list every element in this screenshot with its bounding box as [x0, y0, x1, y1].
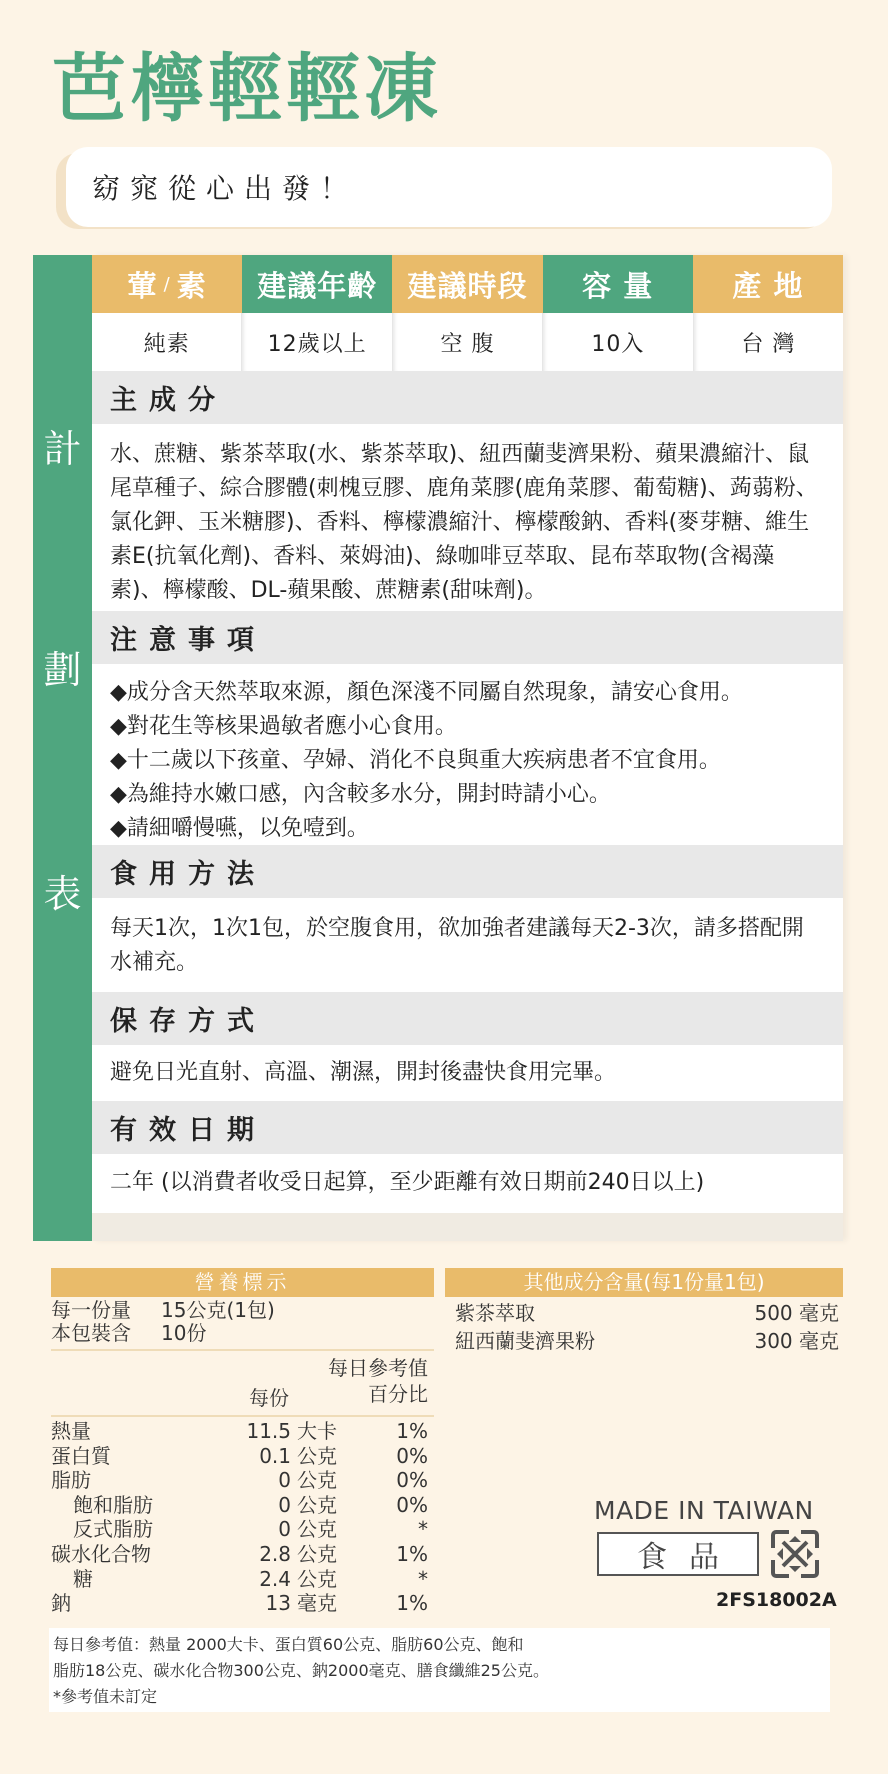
nutrient-amount: 0: [278, 1468, 291, 1493]
ingredients-body: 水、蔗糖、紫茶萃取(水、紫茶萃取)、紐西蘭斐濟果粉、蘋果濃縮汁、鼠尾草種子、綜合膠體(刺槐豆膠、鹿角菜膠(鹿角菜膠、葡萄糖)、蒟蒻粉、氯化鉀、玉米糖膠)、香料、檸檬濃縮汁、檸檬酸鈉、香料(麥芽糖、維生素E(抗氧化劑)、香料、萊姆油)、綠咖啡豆萃取、昆布萃取物(含褐藻素)、檸檬酸、DL-蘋果酸、蔗糖素(甜味劑)。: [92, 424, 843, 611]
header-diet-type: [92, 255, 242, 313]
dv-header-line2: 百分比: [368, 1382, 428, 1406]
slogan-box: 窈窕從心出發！: [66, 147, 832, 227]
other-ingredient-name: 紐西蘭斐濟果粉: [455, 1329, 595, 1353]
value-time: 空 腹: [392, 313, 542, 371]
precautions-body: [92, 664, 843, 845]
nutrient-unit: 大卡: [297, 1419, 337, 1443]
nutrition-row: [51, 1444, 434, 1469]
nutrient-amount: 11.5: [246, 1419, 291, 1443]
precaution-item: ◆ 對花生等核果過敏者應小心食用。: [110, 710, 825, 744]
header-time: 建議時段: [392, 255, 542, 313]
nutrient-name: 飽和脂肪: [73, 1492, 153, 1517]
nutrition-title: 營養標示: [51, 1268, 434, 1297]
nutrient-daily-pct: 0%: [396, 1443, 428, 1468]
header-diet-a: 葷: [127, 268, 158, 303]
nutrition-row: [51, 1542, 434, 1567]
other-ingredient-value: 300 毫克: [754, 1329, 839, 1353]
servings-row: [51, 1322, 434, 1345]
value-capacity: 10入: [542, 313, 692, 371]
dv-header-line1: 每日參考值: [328, 1356, 428, 1380]
per-serving-header: 每份: [249, 1386, 289, 1410]
usage-body: 每天1次，1次1包，於空腹食用，欲加強者建議每天2-3次，請多搭配開水補充。: [92, 898, 843, 992]
daily-value-footnote: [49, 1628, 830, 1712]
other-ingredient-name: 紫茶萃取: [455, 1301, 535, 1325]
nutrition-row: [51, 1517, 434, 1542]
nutrient-name: 熱量: [51, 1419, 91, 1443]
footnote-line: 每日參考值：熱量 2000大卡、蛋白質60公克、脂肪60公克、飽和: [53, 1635, 524, 1654]
shelf-life-heading: 有效日期: [92, 1101, 843, 1154]
nutrient-amount: 0: [278, 1492, 291, 1517]
header-capacity: 容 量: [543, 255, 693, 313]
value-origin: 台 灣: [693, 313, 843, 371]
footnote-line: *參考值未訂定: [53, 1687, 158, 1706]
nutrition-row: [51, 1419, 434, 1444]
nutrient-daily-pct: 1%: [396, 1591, 428, 1616]
side-bar: [33, 255, 92, 1241]
nutrient-name: 蛋白質: [51, 1443, 111, 1468]
nutrient-amount: 13: [265, 1591, 291, 1616]
serving-size-row: [51, 1299, 434, 1322]
nutrient-daily-pct: 0%: [396, 1492, 428, 1517]
nutrition-row: [51, 1493, 434, 1518]
spec-main: [92, 255, 843, 1241]
header-origin: 產 地: [693, 255, 843, 313]
nutrient-daily-pct: 1%: [396, 1419, 428, 1443]
precautions-list: [110, 676, 825, 846]
nutrition-row: [51, 1468, 434, 1493]
nutrient-daily-pct: 0%: [396, 1468, 428, 1493]
nutrient-daily-pct: 1%: [396, 1541, 428, 1566]
ingredients-heading: 主成分: [92, 371, 843, 424]
made-in-taiwan: MADE IN TAIWAN: [594, 1496, 814, 1525]
precaution-item: ◆ 成分含天然萃取來源，顏色深淺不同屬自然現象，請安心食用。: [110, 676, 825, 710]
nutrient-name: 糖: [73, 1566, 93, 1591]
nutrition-rows: [51, 1419, 434, 1616]
precautions-heading: 注意事項: [92, 611, 843, 664]
side-label-2: 劃: [43, 648, 82, 692]
nutrient-unit: 毫克: [297, 1591, 337, 1616]
serving-size-label: 每一份量: [51, 1298, 131, 1322]
servings-value: 10份: [161, 1321, 207, 1345]
precaution-item: ◆ 十二歲以下孩童、孕婦、消化不良與重大疾病患者不宜食用。: [110, 744, 825, 778]
nutrient-amount: 0: [278, 1517, 291, 1542]
nutrition-facts: [51, 1268, 434, 1616]
other-ingredient-row: [445, 1327, 843, 1355]
other-ingredient-row: [445, 1299, 843, 1327]
header-age: 建議年齡: [242, 255, 392, 313]
food-label-box: 食品: [597, 1532, 759, 1576]
divider: [51, 1349, 434, 1351]
nutrient-amount: 2.8: [259, 1541, 291, 1566]
nutrient-name: 碳水化合物: [51, 1541, 151, 1566]
header-slash: /: [163, 273, 171, 295]
value-diet-type: 純素: [143, 331, 190, 357]
plan-table: [33, 255, 849, 1241]
nutrient-amount: 2.4: [259, 1566, 291, 1591]
shelf-life-body: 二年 (以消費者收受日起算，至少距離有效日期前240日以上): [92, 1154, 843, 1213]
storage-body: 避免日光直射、高溫、潮濕，開封後盡快食用完畢。: [92, 1045, 843, 1101]
product-title: 芭檸輕輕凍: [52, 46, 442, 132]
other-ingredient-value: 500 毫克: [754, 1301, 839, 1325]
spec-header-row: [92, 255, 843, 313]
nutrition-row: [51, 1567, 434, 1592]
nutrient-unit: 公克: [297, 1566, 337, 1591]
nutrient-amount: 0.1: [259, 1443, 291, 1468]
other-ingredients-title: 其他成分含量(每1份量1包): [445, 1268, 843, 1297]
nutrient-name: 反式脂肪: [73, 1517, 153, 1542]
recycle-icon: [771, 1530, 819, 1578]
nutrient-daily-pct: *: [418, 1566, 428, 1591]
servings-label: 本包裝含: [51, 1321, 131, 1345]
side-label-1: 計: [43, 427, 82, 471]
nutrient-name: 脂肪: [51, 1468, 91, 1493]
footnote-line: 脂肪18公克、碳水化合物300公克、鈉2000毫克、膳食纖維25公克。: [53, 1661, 549, 1680]
storage-heading: 保存方式: [92, 992, 843, 1045]
nutrient-daily-pct: *: [418, 1517, 428, 1542]
nutrient-unit: 公克: [297, 1541, 337, 1566]
nutrient-unit: 公克: [297, 1468, 337, 1493]
divider: [51, 1415, 434, 1417]
nutrition-row: [51, 1591, 434, 1616]
spec-value-row: [92, 313, 843, 371]
header-diet-b: 素: [176, 268, 207, 303]
nutrition-column-header: [51, 1353, 434, 1415]
precaution-item: ◆ 為維持水嫩口感，內含較多水分，開封時請小心。: [110, 778, 825, 812]
side-label-3: 表: [43, 872, 82, 916]
serving-size-value: 15公克(1包): [161, 1298, 275, 1322]
value-age: 12歲以上: [241, 313, 391, 371]
usage-heading: 食用方法: [92, 845, 843, 898]
nutrient-unit: 公克: [297, 1443, 337, 1468]
daily-value-header: [328, 1355, 428, 1407]
nutrient-name: 鈉: [51, 1591, 71, 1616]
other-ingredients: [445, 1268, 843, 1355]
nutrient-unit: 公克: [297, 1492, 337, 1517]
product-code: 2FS18002A: [716, 1589, 837, 1611]
precaution-item: ◆ 請細嚼慢嚥，以免噎到。: [110, 812, 825, 846]
nutrient-unit: 公克: [297, 1517, 337, 1542]
